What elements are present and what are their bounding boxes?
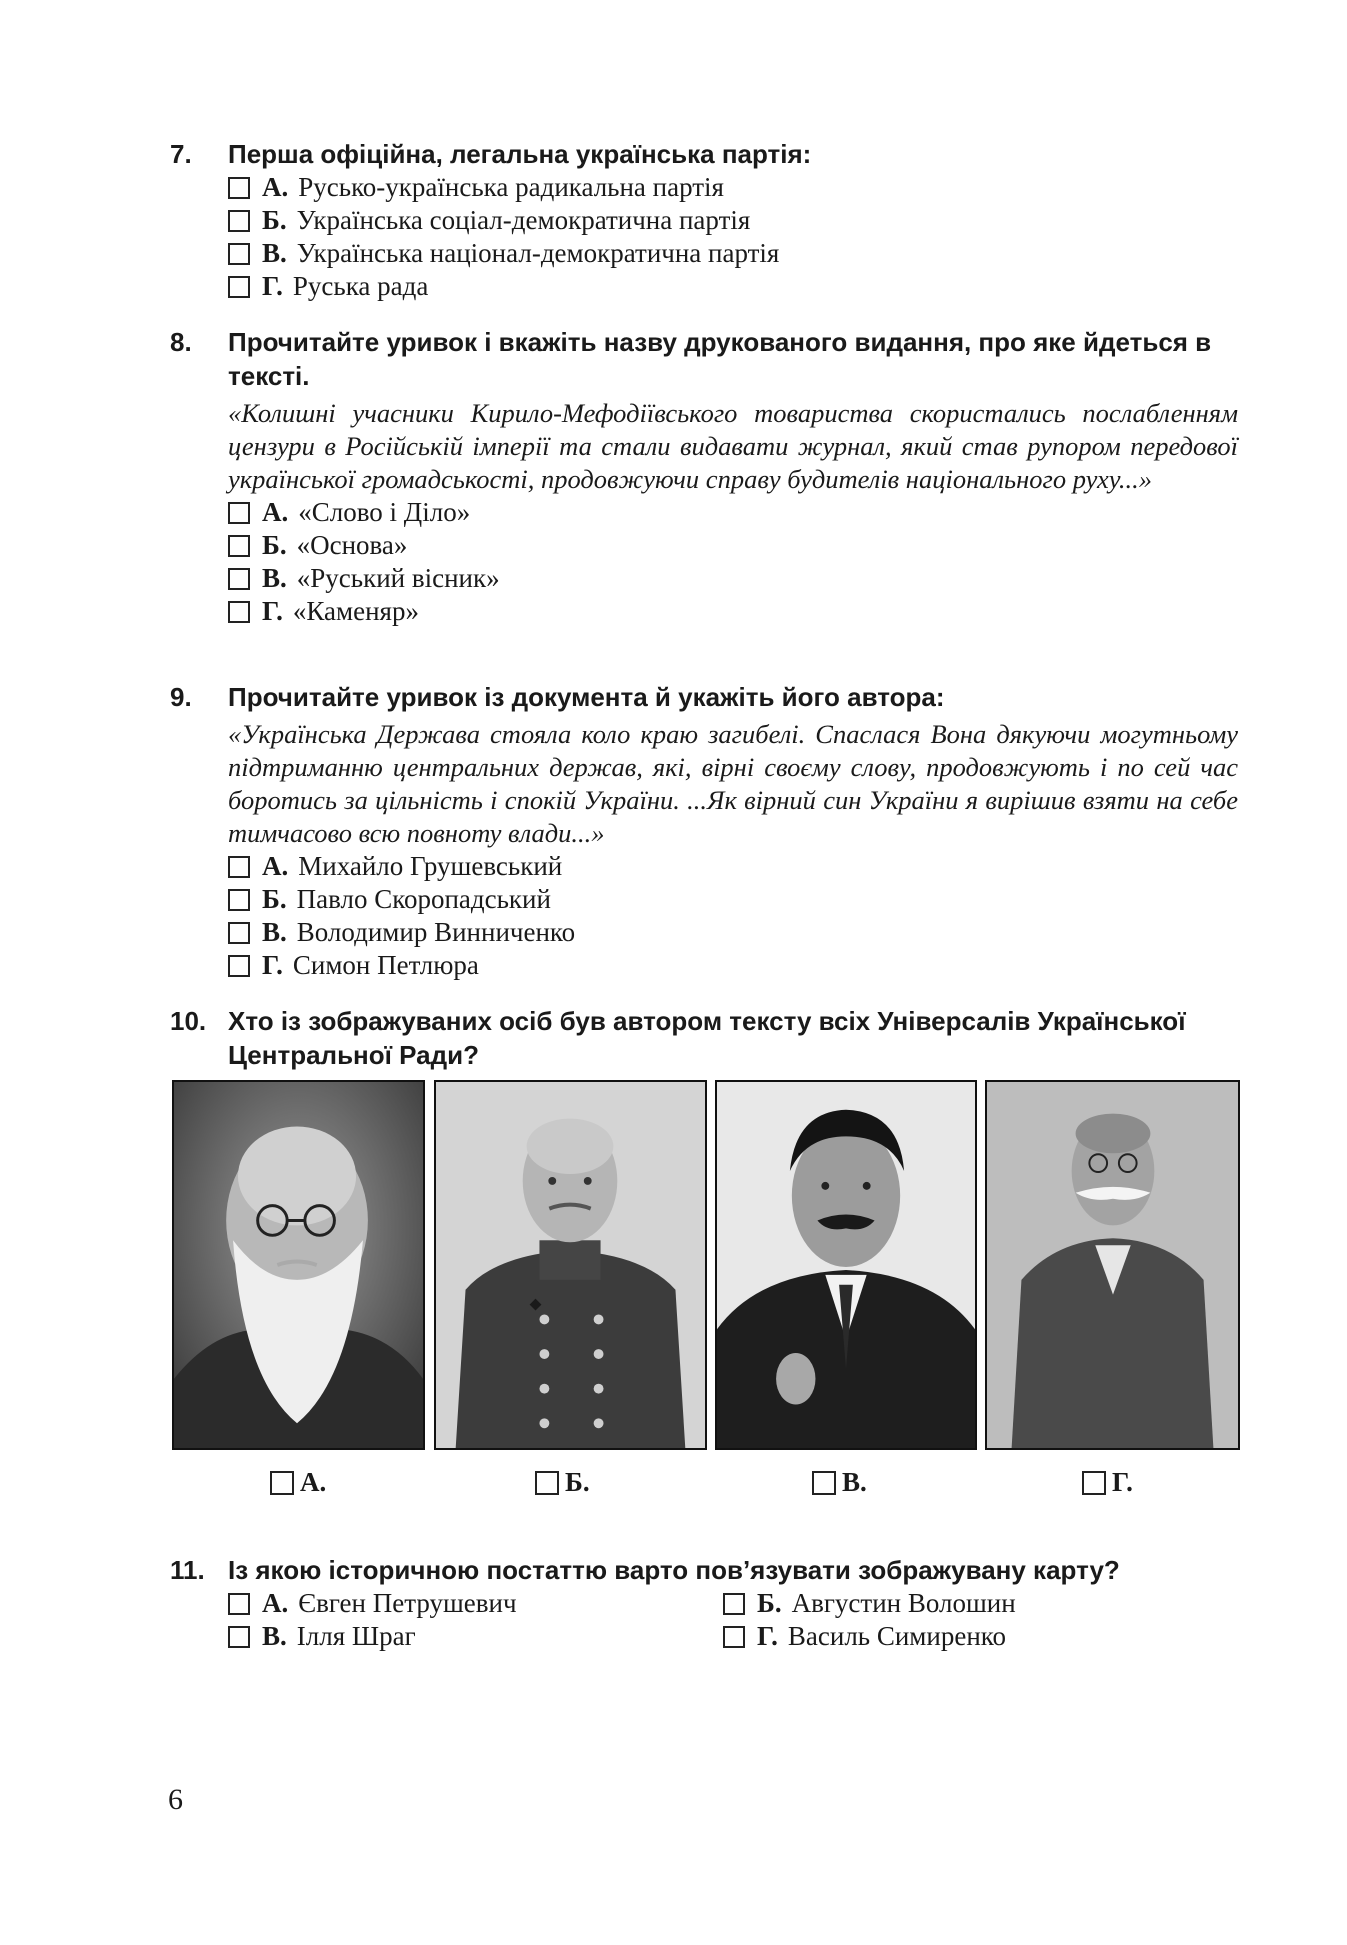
option-letter: Б. [262,205,287,235]
option-letter: В. [262,1621,287,1651]
option-text: Василь Симиренко [787,1621,1007,1651]
checkbox[interactable] [1082,1471,1106,1495]
checkbox[interactable] [228,1593,250,1615]
option-c[interactable] [228,237,1250,270]
question-text: Хто із зображуваних осіб був автором тексту всіх Універсалів Української Центральної Ради? [228,1006,1186,1070]
portrait-c[interactable] [715,1080,977,1450]
option-b[interactable] [228,204,1250,237]
option-letter: Б. [262,884,287,914]
option-letter: В. [262,563,287,593]
option-a[interactable] [228,1587,723,1620]
question-text: Із якою історичною постаттю варто пов’язувати зображувану карту? [228,1555,1120,1585]
option-d[interactable] [723,1620,1223,1653]
checkbox[interactable] [228,177,250,199]
option-letter: Г. [262,596,283,626]
checkbox[interactable] [228,568,250,590]
question-text: Перша офіційна, легальна українська партія: [228,139,812,169]
question-number: 11. [170,1555,205,1585]
checkbox[interactable] [228,1626,250,1648]
checkbox[interactable] [270,1471,294,1495]
photo-option-d[interactable] [1082,1467,1133,1498]
question-header [170,1004,1250,1072]
portrait-d[interactable] [985,1080,1240,1450]
option-text: Русько-українська радикальна партія [298,172,724,202]
question-header [170,680,1250,714]
document-quote: «Українська Держава стояла коло краю загибелі. Спаслася Вона дякуючи могутньому підтриманню центральних держав, які, вірні своєму слову, продовжують і по сей час боротись за цільність і спокій України. ...Як вірний син України я вирішив взяти на себе тимчасово всю повноту влади...» [228,719,1238,848]
photo-option-b[interactable] [535,1467,590,1498]
checkbox[interactable] [228,243,250,265]
option-letter: Г. [262,271,283,301]
checkbox[interactable] [228,535,250,557]
option-a[interactable] [228,850,1250,883]
option-text: «Слово і Діло» [298,497,471,527]
option-letter: Г. [757,1621,778,1651]
checkbox[interactable] [228,601,250,623]
option-b[interactable] [228,529,1250,562]
question-9 [170,680,1250,982]
option-c[interactable] [228,916,1250,949]
answer-options [228,1587,1250,1653]
option-c[interactable] [228,1620,723,1653]
option-text: Ілля Шраг [296,1621,416,1651]
checkbox[interactable] [228,856,250,878]
option-letter: Г. [1112,1467,1133,1497]
question-number: 7. [170,139,192,169]
photo-option-c[interactable] [812,1467,867,1498]
option-text: Августин Волошин [791,1588,1016,1618]
option-letter: В. [262,917,287,947]
page-number: 6 [168,1783,183,1816]
checkbox[interactable] [723,1593,745,1615]
option-text: «Основа» [296,530,408,560]
question-8 [170,325,1250,628]
answer-options [228,850,1250,982]
option-d[interactable] [228,595,1250,628]
option-letter: Б. [262,530,287,560]
option-letter: Г. [262,950,283,980]
answer-options [228,496,1250,628]
option-b[interactable] [228,883,1250,916]
option-d[interactable] [228,270,1250,303]
option-text: Михайло Грушевський [298,851,563,881]
option-text: «Руський вісник» [296,563,500,593]
option-text: Руська рада [292,271,429,301]
checkbox[interactable] [228,502,250,524]
question-text: Прочитайте уривок із документа й укажіть його автора: [228,682,945,712]
checkbox[interactable] [228,889,250,911]
checkbox[interactable] [228,276,250,298]
option-letter: Б. [565,1467,590,1497]
answer-options [228,171,1250,303]
question-11 [170,1553,1250,1653]
option-letter: А. [262,1588,289,1618]
option-letter: А. [300,1467,327,1497]
option-text: Євген Петрушевич [298,1588,517,1618]
checkbox[interactable] [228,955,250,977]
option-a[interactable] [228,171,1250,204]
option-b[interactable] [723,1587,1223,1620]
option-text: Павло Скоропадський [296,884,551,914]
option-letter: А. [262,172,289,202]
question-7 [170,137,1250,303]
checkbox[interactable] [228,922,250,944]
question-number: 9. [170,682,192,712]
option-a[interactable] [228,496,1250,529]
checkbox[interactable] [535,1471,559,1495]
portrait-b[interactable] [434,1080,707,1450]
option-text: Українська соціал-демократична партія [296,205,751,235]
option-letter: В. [842,1467,867,1497]
question-header [170,1553,1250,1587]
question-number: 10. [170,1006,207,1036]
option-c[interactable] [228,562,1250,595]
question-text: Прочитайте уривок і вкажіть назву друкованого видання, про яке йдеться в тексті. [228,327,1212,391]
option-letter: А. [262,497,289,527]
photo-option-a[interactable] [270,1467,326,1498]
portrait-a[interactable] [172,1080,425,1450]
checkbox[interactable] [228,210,250,232]
option-text: Симон Петлюра [292,950,479,980]
document-quote: «Колишні учасники Кирило-Мефодіївського товариства скористались послабленням цензури в Російській імперії та стали видавати журнал, який став рупором передової української громадськості, продовжуючи справу будителів національного руху...» [228,398,1238,494]
option-d[interactable] [228,949,1250,982]
question-10 [170,1004,1250,1072]
portrait-gallery [172,1080,1240,1450]
checkbox[interactable] [723,1626,745,1648]
option-text: Українська націонал-демократична партія [296,238,780,268]
option-letter: В. [262,238,287,268]
option-letter: Б. [757,1588,782,1618]
checkbox[interactable] [812,1471,836,1495]
question-header [170,325,1250,393]
question-header [170,137,1250,171]
option-text: «Каменяр» [292,596,419,626]
question-number: 8. [170,327,192,357]
option-letter: А. [262,851,289,881]
option-text: Володимир Винниченко [296,917,576,947]
